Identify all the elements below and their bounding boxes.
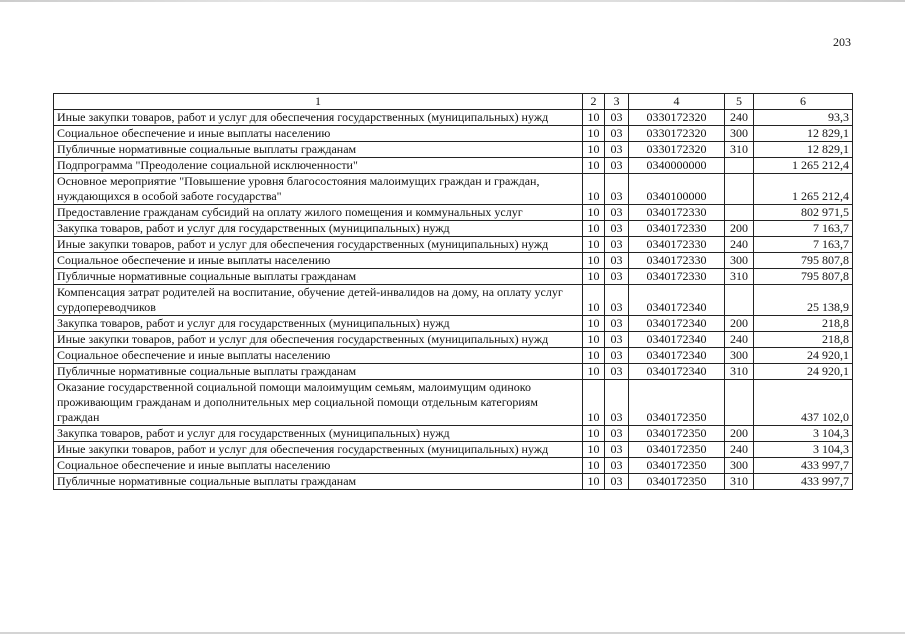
table-row xyxy=(54,426,853,442)
row-name-cell: Иные закупки товаров, работ и услуг для обеспечения государственных (муниципальных) нужд xyxy=(54,332,583,348)
target-article-cell: 0340172350 xyxy=(629,380,725,426)
target-article-cell: 0340172330 xyxy=(629,269,725,285)
section-cell: 10 xyxy=(583,126,605,142)
amount-cell: 7 163,7 xyxy=(754,221,853,237)
row-name-cell: Социальное обеспечение и иные выплаты населению xyxy=(54,348,583,364)
target-article-cell: 0340172340 xyxy=(629,332,725,348)
row-name-cell: Социальное обеспечение и иные выплаты населению xyxy=(54,126,583,142)
row-name-cell: Социальное обеспечение и иные выплаты населению xyxy=(54,253,583,269)
expense-type-cell: 300 xyxy=(725,253,754,269)
table-row xyxy=(54,285,853,316)
amount-cell: 433 997,7 xyxy=(754,458,853,474)
page-number: 203 xyxy=(833,35,851,49)
subsection-cell: 03 xyxy=(605,205,629,221)
scan-top-edge xyxy=(0,0,905,2)
section-cell: 10 xyxy=(583,205,605,221)
expense-type-cell: 200 xyxy=(725,316,754,332)
table-row xyxy=(54,237,853,253)
subsection-cell: 03 xyxy=(605,348,629,364)
amount-cell: 12 829,1 xyxy=(754,142,853,158)
row-name-cell: Публичные нормативные социальные выплаты гражданам xyxy=(54,269,583,285)
section-cell: 10 xyxy=(583,332,605,348)
header-cell: 6 xyxy=(754,94,853,110)
expense-type-cell: 240 xyxy=(725,110,754,126)
amount-cell: 24 920,1 xyxy=(754,364,853,380)
row-name-cell: Подпрограмма "Преодоление социальной исключенности" xyxy=(54,158,583,174)
row-name-cell: Закупка товаров, работ и услуг для государственных (муниципальных) нужд xyxy=(54,426,583,442)
table-row xyxy=(54,316,853,332)
amount-cell: 24 920,1 xyxy=(754,348,853,364)
subsection-cell: 03 xyxy=(605,174,629,205)
section-cell: 10 xyxy=(583,364,605,380)
expense-type-cell: 300 xyxy=(725,458,754,474)
target-article-cell: 0330172320 xyxy=(629,126,725,142)
subsection-cell: 03 xyxy=(605,269,629,285)
table-header-row xyxy=(54,94,853,110)
amount-cell: 795 807,8 xyxy=(754,269,853,285)
expense-type-cell: 310 xyxy=(725,142,754,158)
subsection-cell: 03 xyxy=(605,237,629,253)
row-name-cell: Социальное обеспечение и иные выплаты населению xyxy=(54,458,583,474)
table-row xyxy=(54,126,853,142)
amount-cell: 433 997,7 xyxy=(754,474,853,490)
target-article-cell: 0340172340 xyxy=(629,348,725,364)
expense-type-cell xyxy=(725,285,754,316)
table-row xyxy=(54,269,853,285)
scan-bottom-edge xyxy=(0,632,905,634)
subsection-cell: 03 xyxy=(605,142,629,158)
expense-type-cell: 240 xyxy=(725,442,754,458)
header-cell: 3 xyxy=(605,94,629,110)
target-article-cell: 0340172340 xyxy=(629,285,725,316)
row-name-cell: Иные закупки товаров, работ и услуг для обеспечения государственных (муниципальных) нужд xyxy=(54,442,583,458)
header-cell: 4 xyxy=(629,94,725,110)
subsection-cell: 03 xyxy=(605,110,629,126)
subsection-cell: 03 xyxy=(605,474,629,490)
table-row xyxy=(54,174,853,205)
table-body xyxy=(54,94,853,490)
section-cell: 10 xyxy=(583,474,605,490)
target-article-cell: 0340172350 xyxy=(629,442,725,458)
expense-type-cell: 310 xyxy=(725,364,754,380)
expense-type-cell: 200 xyxy=(725,221,754,237)
target-article-cell: 0340100000 xyxy=(629,174,725,205)
expense-type-cell: 300 xyxy=(725,126,754,142)
target-article-cell: 0340172330 xyxy=(629,253,725,269)
subsection-cell: 03 xyxy=(605,364,629,380)
expense-type-cell xyxy=(725,205,754,221)
subsection-cell: 03 xyxy=(605,158,629,174)
table-row xyxy=(54,474,853,490)
amount-cell: 3 104,3 xyxy=(754,426,853,442)
row-name-cell: Иные закупки товаров, работ и услуг для обеспечения государственных (муниципальных) нужд xyxy=(54,237,583,253)
section-cell: 10 xyxy=(583,110,605,126)
amount-cell: 1 265 212,4 xyxy=(754,158,853,174)
expense-type-cell: 240 xyxy=(725,332,754,348)
row-name-cell: Закупка товаров, работ и услуг для государственных (муниципальных) нужд xyxy=(54,316,583,332)
subsection-cell: 03 xyxy=(605,380,629,426)
target-article-cell: 0340172340 xyxy=(629,364,725,380)
subsection-cell: 03 xyxy=(605,442,629,458)
target-article-cell: 0340172350 xyxy=(629,426,725,442)
section-cell: 10 xyxy=(583,380,605,426)
section-cell: 10 xyxy=(583,253,605,269)
section-cell: 10 xyxy=(583,221,605,237)
subsection-cell: 03 xyxy=(605,332,629,348)
target-article-cell: 0340172330 xyxy=(629,237,725,253)
amount-cell: 7 163,7 xyxy=(754,237,853,253)
amount-cell: 802 971,5 xyxy=(754,205,853,221)
target-article-cell: 0340172350 xyxy=(629,458,725,474)
target-article-cell: 0340172350 xyxy=(629,474,725,490)
section-cell: 10 xyxy=(583,426,605,442)
table-row xyxy=(54,158,853,174)
amount-cell: 218,8 xyxy=(754,332,853,348)
subsection-cell: 03 xyxy=(605,126,629,142)
target-article-cell: 0340172330 xyxy=(629,221,725,237)
row-name-cell: Предоставление гражданам субсидий на оплату жилого помещения и коммунальных услуг xyxy=(54,205,583,221)
row-name-cell: Основное мероприятие "Повышение уровня благосостояния малоимущих граждан и граждан, нуждающихся в особой заботе государства" xyxy=(54,174,583,205)
amount-cell: 1 265 212,4 xyxy=(754,174,853,205)
expense-type-cell: 240 xyxy=(725,237,754,253)
section-cell: 10 xyxy=(583,142,605,158)
section-cell: 10 xyxy=(583,174,605,205)
target-article-cell: 0330172320 xyxy=(629,142,725,158)
section-cell: 10 xyxy=(583,237,605,253)
expense-type-cell: 200 xyxy=(725,426,754,442)
target-article-cell: 0340000000 xyxy=(629,158,725,174)
table-row xyxy=(54,364,853,380)
table-row xyxy=(54,221,853,237)
section-cell: 10 xyxy=(583,442,605,458)
expense-type-cell xyxy=(725,158,754,174)
subsection-cell: 03 xyxy=(605,253,629,269)
amount-cell: 12 829,1 xyxy=(754,126,853,142)
section-cell: 10 xyxy=(583,285,605,316)
budget-table xyxy=(53,93,853,490)
row-name-cell: Оказание государственной социальной помощи малоимущим семьям, малоимущим одиноко проживающим гражданам и дополнительных мер социальной помощи отдельным категориям граждан xyxy=(54,380,583,426)
header-cell: 1 xyxy=(54,94,583,110)
expense-type-cell: 300 xyxy=(725,348,754,364)
table-row xyxy=(54,205,853,221)
section-cell: 10 xyxy=(583,158,605,174)
expense-type-cell xyxy=(725,380,754,426)
amount-cell: 795 807,8 xyxy=(754,253,853,269)
target-article-cell: 0330172320 xyxy=(629,110,725,126)
expense-type-cell: 310 xyxy=(725,474,754,490)
table-row xyxy=(54,442,853,458)
row-name-cell: Публичные нормативные социальные выплаты гражданам xyxy=(54,142,583,158)
table-row xyxy=(54,348,853,364)
table-row xyxy=(54,110,853,126)
section-cell: 10 xyxy=(583,316,605,332)
row-name-cell: Закупка товаров, работ и услуг для государственных (муниципальных) нужд xyxy=(54,221,583,237)
section-cell: 10 xyxy=(583,458,605,474)
amount-cell: 25 138,9 xyxy=(754,285,853,316)
amount-cell: 3 104,3 xyxy=(754,442,853,458)
section-cell: 10 xyxy=(583,348,605,364)
expense-type-cell xyxy=(725,174,754,205)
subsection-cell: 03 xyxy=(605,285,629,316)
row-name-cell: Публичные нормативные социальные выплаты гражданам xyxy=(54,364,583,380)
subsection-cell: 03 xyxy=(605,316,629,332)
amount-cell: 437 102,0 xyxy=(754,380,853,426)
table-row xyxy=(54,142,853,158)
target-article-cell: 0340172330 xyxy=(629,205,725,221)
amount-cell: 93,3 xyxy=(754,110,853,126)
header-cell: 5 xyxy=(725,94,754,110)
section-cell: 10 xyxy=(583,269,605,285)
row-name-cell: Иные закупки товаров, работ и услуг для обеспечения государственных (муниципальных) нужд xyxy=(54,110,583,126)
subsection-cell: 03 xyxy=(605,458,629,474)
header-cell: 2 xyxy=(583,94,605,110)
table-row xyxy=(54,458,853,474)
subsection-cell: 03 xyxy=(605,221,629,237)
row-name-cell: Публичные нормативные социальные выплаты гражданам xyxy=(54,474,583,490)
subsection-cell: 03 xyxy=(605,426,629,442)
expense-type-cell: 310 xyxy=(725,269,754,285)
target-article-cell: 0340172340 xyxy=(629,316,725,332)
table-row xyxy=(54,253,853,269)
table-row xyxy=(54,380,853,426)
amount-cell: 218,8 xyxy=(754,316,853,332)
row-name-cell: Компенсация затрат родителей на воспитание, обучение детей-инвалидов на дому, на оплату услуг сурдопереводчиков xyxy=(54,285,583,316)
table-row xyxy=(54,332,853,348)
